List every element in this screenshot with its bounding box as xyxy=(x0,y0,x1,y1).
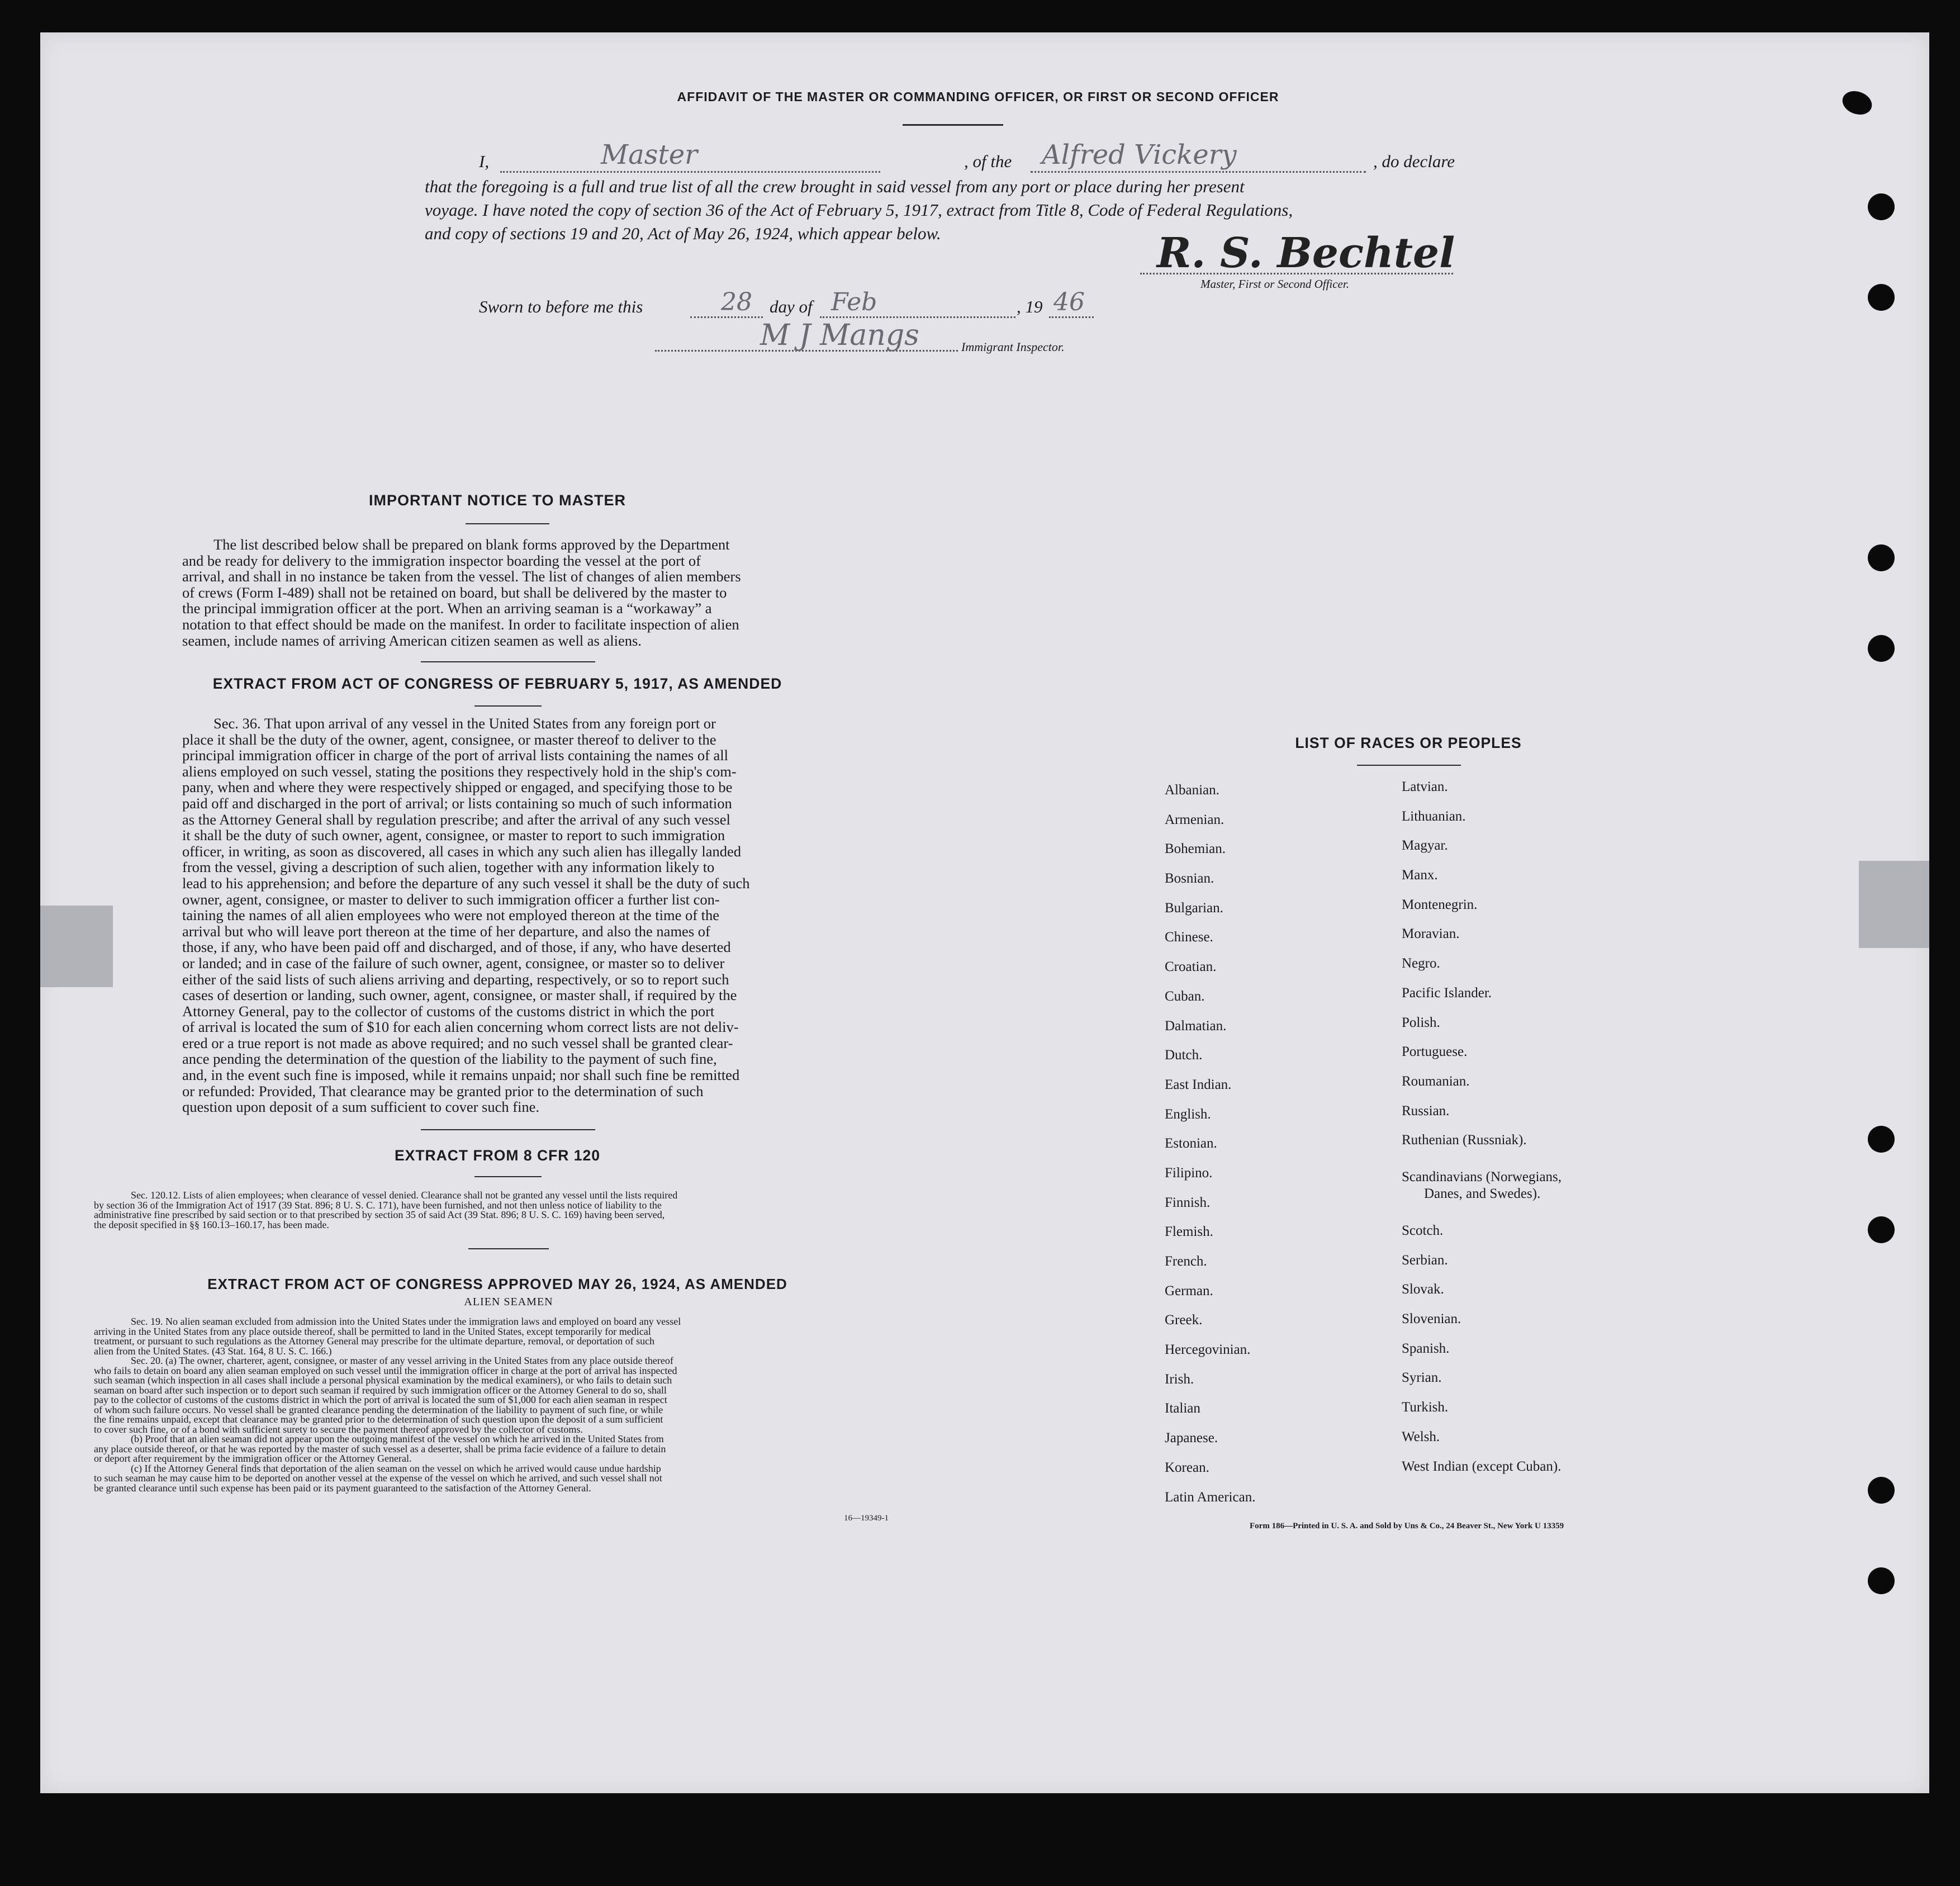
race-item: Bulgarian. xyxy=(1165,900,1223,916)
vessel-handwritten: Alfred Vickery xyxy=(1042,139,1237,170)
sec20-line: be granted clearance until such expense has been paid or its payment guaranteed to the satisfaction of the Attorney General. xyxy=(94,1482,591,1494)
race-item: Filipino. xyxy=(1165,1165,1213,1181)
sec20-line: such seaman (which inspection in all cases shall include a personal physical examination by the medical examiners), or who fails to detain such xyxy=(94,1375,672,1386)
sec36-line: ered or a true report is not made as above required; and no such vessel shall be granted clear- xyxy=(182,1034,733,1051)
race-item: Serbian. xyxy=(1402,1252,1448,1268)
race-item: Greek. xyxy=(1165,1312,1203,1328)
race-item: Roumanian. xyxy=(1402,1073,1470,1089)
notice-line: of crews (Form I-489) shall not be retained on board, but shall be delivered by the master to xyxy=(182,584,727,601)
race-item: Pacific Islander. xyxy=(1402,985,1492,1001)
sec20-line: who fails to detain on board any alien seaman employed on such vessel until the immigration officer in charge at the port of arrival has inspected xyxy=(94,1364,677,1376)
race-item: Spanish. xyxy=(1402,1340,1450,1356)
race-item: East Indian. xyxy=(1165,1077,1232,1092)
notice-title: IMPORTANT NOTICE TO MASTER xyxy=(369,492,626,509)
sec36-line: or refunded: Provided, That clearance may be granted prior to the determination of such xyxy=(182,1082,704,1100)
sec36-line: and, in the event such fine is imposed, while it remains unpaid; nor shall such fine be remitted xyxy=(182,1067,740,1084)
sec36-line: from the vessel, giving a description of such alien, together with any information likely to xyxy=(182,859,715,876)
sec20-line: to cover such fine, or of a bond with sufficient surety to secure the payment thereof approved by the collector of customs. xyxy=(94,1423,583,1435)
sec36-line: arrival but who will leave port thereon at the time of her departure, and also the names of xyxy=(182,922,710,940)
punch-hole xyxy=(1868,1126,1895,1153)
sec36-line: of arrival is located the sum of $10 for each alien concerning whom correct lists are not deliv- xyxy=(182,1018,739,1036)
extract-1924-text xyxy=(94,1317,904,1493)
sec36-line: cases of desertion or landing, such owner, agent, consignee, or master shall, if required by the xyxy=(182,987,737,1004)
punch-hole xyxy=(1868,1477,1895,1504)
sec19-line: Sec. 19. No alien seaman excluded from admission into the United States under the immigration laws and employed on board any vessel xyxy=(131,1316,681,1327)
races-left-column xyxy=(1165,783,1388,1519)
notice-line: notation to that effect should be made on the manifest. In order to facilitate inspection of alien xyxy=(182,615,739,633)
punch-hole xyxy=(1868,284,1895,311)
title-rule xyxy=(903,124,1003,126)
sec20-line: (c) If the Attorney General finds that deportation of the alien seaman on the vessel on which he arrived would cause undue hardship xyxy=(131,1462,661,1474)
officer-field xyxy=(500,139,880,173)
race-item: Dutch. xyxy=(1165,1048,1203,1063)
sec20-line: to such seaman he may cause him to be deported on another vessel at the expense of the vessel on which he arrived, and such vessel shall not xyxy=(94,1472,662,1484)
sec36-line: principal immigration officer in charge of the port of arrival lists containing the names of all xyxy=(182,747,729,764)
cfr-line: by section 36 of the Immigration Act of 1917 (39 Stat. 896; 8 U. S. C. 171), have been furnished, and not then unless notice of liability to the xyxy=(94,1199,662,1211)
race-item: Montenegrin. xyxy=(1402,897,1478,912)
sec36-line: taining the names of all alien employees who were not employed thereon at the time of the xyxy=(182,907,720,924)
race-item: Estonian. xyxy=(1165,1136,1217,1151)
sec19-line: arriving in the United States from any place outside thereof, shall be permitted to land in the United States, except temporarily for medical xyxy=(94,1325,651,1337)
sec36-line: pany, when and where they were respectively shipped or engaged, and specifying those to be xyxy=(182,779,733,796)
cfr-line: the deposit specified in §§ 160.13–160.17, has been made. xyxy=(94,1219,329,1230)
sec36-line: it shall be the duty of such owner, agent, consignee, or master to report to such immigration xyxy=(182,827,725,844)
punch-hole xyxy=(1868,544,1895,571)
race-item: Slovenian. xyxy=(1402,1311,1461,1327)
sworn-line xyxy=(479,288,1261,321)
sworn-day-field xyxy=(690,288,763,318)
section-rule xyxy=(468,1248,549,1249)
sworn-label: Sworn to before me this xyxy=(479,297,643,316)
race-item: Bohemian. xyxy=(1165,841,1226,857)
master-signature: R. S. Bechtel xyxy=(1157,229,1455,277)
sec36-line: as the Attorney General shall by regulation prescribe; and after the arrival of any such vessel xyxy=(182,811,730,828)
notice-rule xyxy=(466,523,549,524)
tape-mark xyxy=(1859,861,1929,948)
race-item: Ruthenian (Russniak). xyxy=(1402,1132,1527,1148)
year-handwritten: 46 xyxy=(1053,288,1085,316)
sec36-line: ance pending the determination of the question of the liability to the payment of such fine, xyxy=(182,1050,717,1068)
race-item: Croatian. xyxy=(1165,959,1217,975)
races-title: LIST OF RACES OR PEOPLES xyxy=(1295,735,1522,751)
alien-seamen-subtitle: ALIEN SEAMEN xyxy=(464,1296,553,1308)
race-item: Latin American. xyxy=(1165,1489,1256,1505)
race-item: Bosnian. xyxy=(1165,871,1214,887)
section-rule xyxy=(421,1129,595,1130)
race-item-scandinavians xyxy=(1402,1169,1692,1203)
race-item: Turkish. xyxy=(1402,1400,1449,1415)
race-item: Latvian. xyxy=(1402,779,1448,794)
sec20-line: any place outside thereof, or that he was reported by the master of such vessel as a deserter, shall be prima facie evidence of a failure to detain xyxy=(94,1443,666,1454)
notice-line: the principal immigration officer at the port. When an arriving seaman is a “workaway” a xyxy=(182,600,712,617)
affidavit-line-2: that the foregoing is a full and true list of all the crew brought in said vessel from any port or place during her present xyxy=(425,177,1245,196)
sec36-line: either of the said lists of such aliens arriving and departing, respectively, or so to report such xyxy=(182,970,729,988)
i-label: I, xyxy=(479,151,490,171)
race-item: Syrian. xyxy=(1402,1370,1442,1386)
extract-1924-title: EXTRACT FROM ACT OF CONGRESS APPROVED MAY 26, 1924, AS AMENDED xyxy=(207,1276,787,1292)
race-item: Korean. xyxy=(1165,1459,1209,1475)
race-item: Japanese. xyxy=(1165,1430,1218,1446)
notice-line: arrival, and shall in no instance be taken from the vessel. The list of changes of alien members xyxy=(182,568,741,585)
race-item: French. xyxy=(1165,1254,1207,1269)
signature-caption: Master, First or Second Officer. xyxy=(1200,277,1349,291)
race-item: West Indian (except Cuban). xyxy=(1402,1458,1562,1474)
inspector-caption: Immigrant Inspector. xyxy=(961,340,1065,354)
sec36-line: Attorney General, pay to the collector of customs of the customs district in which the port xyxy=(182,1002,715,1020)
races-rule xyxy=(1357,765,1461,766)
cfr-text xyxy=(94,1191,904,1230)
tape-mark xyxy=(40,906,113,987)
sec20-line: pay to the collector of customs of the customs district in which the port of arrival is located the sum of $1,000 for each alien seaman in respect xyxy=(94,1394,667,1405)
race-item: Cuban. xyxy=(1165,988,1205,1004)
cfr-rule xyxy=(474,1176,542,1177)
race-item: Armenian. xyxy=(1165,812,1225,827)
race-item: Dalmatian. xyxy=(1165,1018,1227,1034)
race-item-line: Scandinavians (Norwegians, xyxy=(1402,1169,1562,1184)
extract-1917-text xyxy=(182,715,816,1115)
cfr-title: EXTRACT FROM 8 CFR 120 xyxy=(394,1147,600,1164)
punch-hole xyxy=(1868,635,1895,662)
year-prefix: , 19 xyxy=(1017,297,1043,316)
race-item: Albanian. xyxy=(1165,783,1219,798)
race-item: Hercegovinian. xyxy=(1165,1342,1251,1358)
race-item: Polish. xyxy=(1402,1015,1440,1030)
inspector-signature: M J Mangs xyxy=(760,319,919,352)
races-right-column-continued xyxy=(1402,1223,1748,1488)
race-item: Finnish. xyxy=(1165,1195,1211,1210)
race-item: Manx. xyxy=(1402,868,1438,883)
race-item: Lithuanian. xyxy=(1402,808,1466,824)
race-item: Irish. xyxy=(1165,1371,1194,1387)
sec36-line: Sec. 36. That upon arrival of any vessel in the United States from any foreign port or xyxy=(213,715,716,732)
race-item: German. xyxy=(1165,1283,1213,1299)
race-item: Italian xyxy=(1165,1401,1200,1416)
sec36-line: place it shall be the duty of the owner, agent, consignee, or master thereof to deliver to the xyxy=(182,731,716,748)
sec20-line: the fine remains unpaid, except that clearance may be granted prior to the determination of such question upon the deposit of a sum sufficient xyxy=(94,1414,663,1425)
affidavit-title: AFFIDAVIT OF THE MASTER OR COMMANDING OFFICER, OR FIRST OR SECOND OFFICER xyxy=(677,89,1279,104)
notice-line: and be ready for delivery to the immigration inspector boarding the vessel at the port of xyxy=(182,552,701,569)
race-item: Portuguese. xyxy=(1402,1044,1468,1060)
vessel-field xyxy=(1031,139,1366,173)
sec36-line: aliens employed on such vessel, stating the positions they respectively hold in the ship's com- xyxy=(182,762,737,780)
year-field xyxy=(1049,288,1094,318)
print-code: 16—19349-1 xyxy=(844,1514,889,1523)
do-declare-label: , do declare xyxy=(1373,151,1455,171)
sec36-line: or landed; and in case of the failure of such owner, agent, consignee, or master so to deliver xyxy=(182,954,725,972)
affidavit-line-1 xyxy=(479,139,1485,176)
sec20-line: or deport after requirement by the immigration officer or the Attorney General. xyxy=(94,1453,412,1464)
of-the-label: , of the xyxy=(964,151,1012,171)
extract-1917-title: EXTRACT FROM ACT OF CONGRESS OF FEBRUARY 5, 1917, AS AMENDED xyxy=(212,675,782,692)
affidavit-line-4: and copy of sections 19 and 20, Act of May 26, 1924, which appear below. xyxy=(425,224,941,243)
race-item: Slovak. xyxy=(1402,1282,1444,1297)
sworn-month-field xyxy=(820,288,1015,318)
race-item: Russian. xyxy=(1402,1103,1450,1119)
races-right-column xyxy=(1402,779,1692,1162)
sec20-line: of whom such failure occurs. No vessel shall be granted clearance pending the determination of the liability to payment of such fine, or while xyxy=(94,1404,663,1415)
cfr-line: Sec. 120.12. Lists of alien employees; when clearance of vessel denied. Clearance shall not be granted any vessel until the lists required xyxy=(131,1190,678,1201)
cfr-line: administrative fine prescribed by said section or to that prescribed by section 35 of said Act (39 Stat. 896; 8 U. S. C. 169) having been served, xyxy=(94,1209,665,1220)
officer-handwritten: Master xyxy=(601,139,698,170)
race-item: Negro. xyxy=(1402,956,1440,972)
notice-line: The list described below shall be prepared on blank forms approved by the Department xyxy=(213,536,730,553)
section-rule xyxy=(421,661,595,662)
sec36-line: officer, in writing, as soon as discovered, all cases in which any such alien has illegally landed xyxy=(182,842,742,860)
sec36-line: lead to his apprehension; and before the departure of any such vessel it shall be the duty of such xyxy=(182,874,750,892)
race-item: Magyar. xyxy=(1402,838,1448,854)
form-printer-note: Form 186—Printed in U. S. A. and Sold by Uns & Co., 24 Beaver St., New York U 13359 xyxy=(1250,1522,1564,1530)
affidavit-line-3: voyage. I have noted the copy of section 36 of the Act of February 5, 1917, extract from Title 8, Code of Federal Regulations, xyxy=(425,200,1293,220)
sec20-line: (b) Proof that an alien seaman did not appear upon the outgoing manifest of the vessel on which he arrived in the United States from xyxy=(131,1433,664,1444)
sec19-line: alien from the United States. (43 Stat. 164, 8 U. S. C. 166.) xyxy=(94,1345,332,1357)
sworn-day-handwritten: 28 xyxy=(721,288,752,316)
sec36-line: question upon deposit of a sum sufficient to cover such fine. xyxy=(182,1098,540,1116)
race-item: Scotch. xyxy=(1402,1223,1444,1238)
punch-hole xyxy=(1868,1216,1895,1243)
race-item: Moravian. xyxy=(1402,926,1460,942)
race-item: English. xyxy=(1165,1106,1211,1122)
sec36-line: those, if any, who have been paid off and discharged, and of those, if any, who have deserted xyxy=(182,939,731,956)
sec20-line: seaman on board after such inspection or to deport such seaman if required by such immigration officer or the Attorney General to do so, shall xyxy=(94,1384,667,1396)
race-item: Chinese. xyxy=(1165,930,1213,945)
punch-hole xyxy=(1868,193,1895,220)
punch-hole xyxy=(1868,1567,1895,1594)
sec36-line: owner, agent, consignee, or master to deliver to such immigration officer a further list con- xyxy=(182,890,720,908)
day-of-label: day of xyxy=(770,297,813,316)
sec36-line: paid off and discharged in the port of arrival; or lists containing so much of such information xyxy=(182,794,732,812)
notice-line: seamen, include names of arriving American citizen seamen as well as aliens. xyxy=(182,632,642,649)
race-item-line: Danes, and Swedes). xyxy=(1424,1186,1541,1201)
sworn-month-handwritten: Feb xyxy=(831,288,877,316)
sec19-line: treatment, or pursuant to such regulations as the Attorney General may prescribe for the ultimate departure, removal, or deportation of such xyxy=(94,1335,655,1347)
race-item: Welsh. xyxy=(1402,1429,1440,1444)
sec20-line: Sec. 20. (a) The owner, charterer, agent, consignee, or master of any vessel arriving in the United States from any place outside thereof xyxy=(131,1355,673,1366)
extract-1917-rule xyxy=(474,705,542,707)
race-item: Flemish. xyxy=(1165,1224,1213,1240)
notice-text xyxy=(182,537,816,648)
